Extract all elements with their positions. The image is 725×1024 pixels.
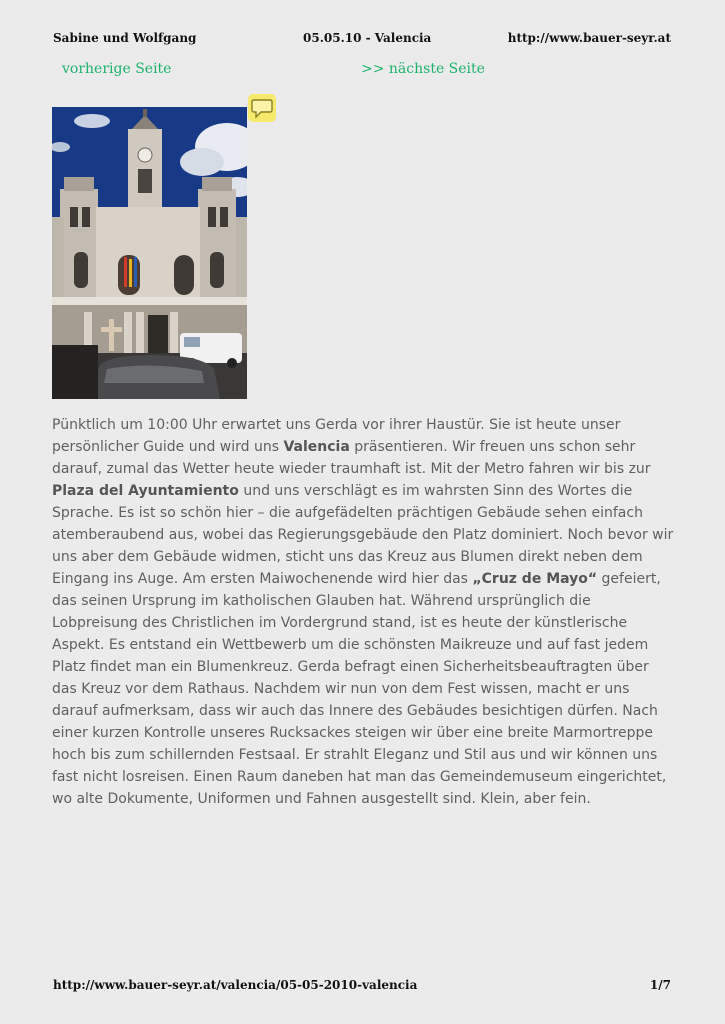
text-segment: präsentieren. Wir freuen uns schon sehr darauf, zumal das Wetter heute wieder traumhaft ist. Mit der Metro fahren wir bis zur [52, 439, 651, 477]
header-website: http://www.bauer-seyr.at [507, 31, 671, 45]
city-hall-photo[interactable] [52, 107, 247, 399]
text-segment: Pünktlich um 10:00 Uhr erwartet uns Gerda vor ihrer Haustür. Sie ist heute unser persönlicher Guide und wird uns [52, 417, 621, 455]
comment-bubble-icon[interactable] [248, 94, 276, 122]
footer-page-number: 1/7 [649, 978, 671, 992]
text-segment: und uns verschlägt es im wahrsten Sinn des Wortes die Sprache. Es ist so schön hier – die aufgefädelten prächtigen Gebäude sehen einfach atemberaubend aus, wobei das Regierungsgebäude den Platz dominiert. Noch bevor wir uns aber dem Gebäude widmen, sticht uns das Kreuz aus Blumen direkt neben dem Eingang ins Auge. Am ersten Maiwochenende wird hier das [52, 483, 674, 587]
header-author: Sabine und Wolfgang [53, 31, 197, 45]
article-text [52, 414, 677, 810]
bold-event-cruz-de-mayo: „Cruz de Mayo“ [472, 571, 598, 587]
previous-page-link[interactable]: vorherige Seite [62, 61, 172, 77]
header-date-location: 05.05.10 - Valencia [303, 31, 432, 45]
bold-place-plaza: Plaza del Ayuntamiento [52, 483, 239, 499]
bold-place-valencia: Valencia [283, 439, 350, 455]
next-page-link[interactable]: >> nächste Seite [361, 61, 485, 77]
article-paragraph [52, 414, 677, 810]
footer-page-url: http://www.bauer-seyr.at/valencia/05-05-2010-valencia [53, 978, 418, 992]
text-segment: gefeiert, das seinen Ursprung im katholischen Glauben hat. Während ursprünglich die Lobpreisung des Christlichen im Vordergrund stand, ist es heute der künstlerische Aspekt. Es entstand ein Wettbewerb um die schönsten Maikreuze und auf fast jedem Platz findet man ein Blumenkreuz. Gerda befragt einen Sicherheitsbeauftragten über das Kreuz vor dem Rathaus. Nachdem wir nun von dem Fest wissen, macht er uns darauf aufmerksam, dass wir auch das Innere des Gebäudes besichtigen dürfen. Nach einer kurzen Kontrolle unseres Rucksackes steigen wir über eine breite Marmortreppe hoch bis zum schillernden Festsaal. Er strahlt Eleganz und Stil aus und wir können uns fast nicht losreisen. Einen Raum daneben hat man das Gemeindemuseum eingerichtet, wo alte Dokumente, Uniformen und Fahnen ausgestellt sind. Klein, aber fein. [52, 571, 667, 807]
